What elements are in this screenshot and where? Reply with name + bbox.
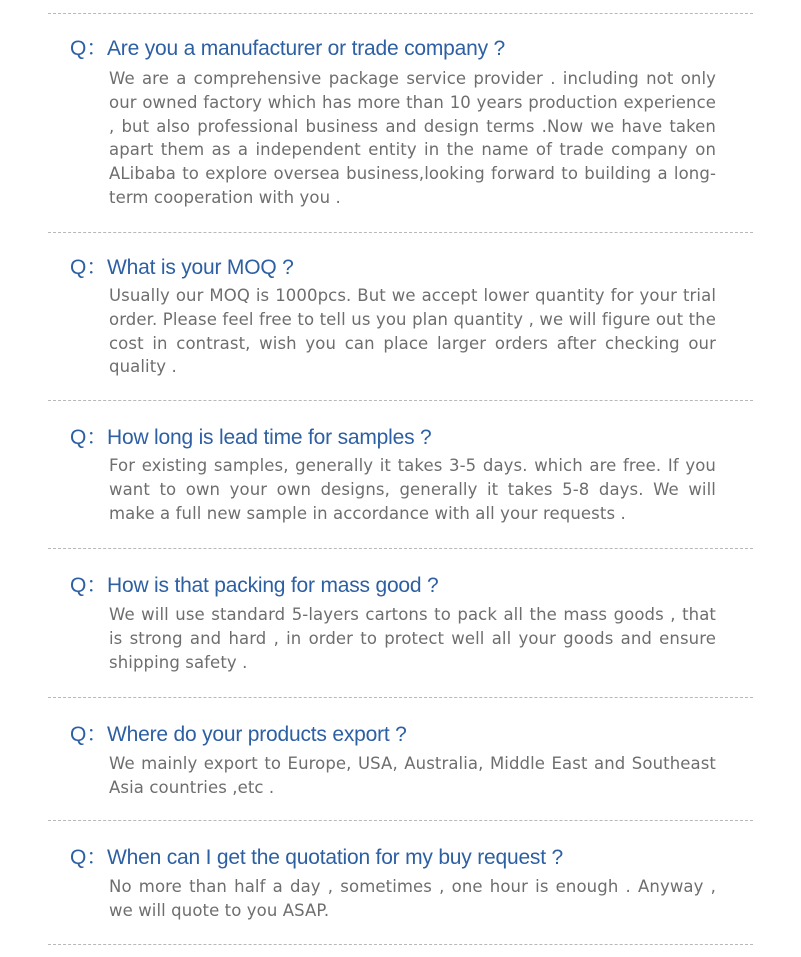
faq-answer: For existing samples, generally it takes 3-5 days. which are free. If you want to own your own designs, generally it takes 5-8 days. We will make a full new sample in accordance with all your requests . <box>109 456 716 523</box>
faq-question <box>70 841 563 871</box>
faq-list <box>48 13 753 945</box>
question-prefix: Q： <box>70 574 108 597</box>
faq-item <box>48 400 753 548</box>
faq-question <box>70 718 407 748</box>
question-text: What is your MOQ ? <box>107 256 294 279</box>
faq-question <box>70 32 505 62</box>
faq-answer: We will use standard 5-layers cartons to pack all the mass goods , that is strong and hard , in order to protect well all your goods and ensure shipping safety . <box>109 605 716 672</box>
question-text: When can I get the quotation for my buy request ? <box>107 846 563 869</box>
faq-item <box>48 13 753 232</box>
question-text: Where do your products export ? <box>107 723 407 746</box>
faq-question <box>70 251 294 281</box>
question-prefix: Q： <box>70 37 108 60</box>
question-prefix: Q： <box>70 256 108 279</box>
question-prefix: Q： <box>70 846 108 869</box>
faq-item <box>48 548 753 697</box>
faq-item <box>48 232 753 400</box>
faq-answer: No more than half a day , sometimes , one hour is enough . Anyway , we will quote to you ASAP. <box>109 877 716 920</box>
question-prefix: Q： <box>70 723 108 746</box>
faq-item <box>48 820 753 945</box>
question-text: How is that packing for mass good ? <box>107 574 439 597</box>
question-text: Are you a manufacturer or trade company ? <box>107 37 506 60</box>
faq-question <box>70 569 439 599</box>
faq-item <box>48 697 753 820</box>
question-text: How long is lead time for samples ? <box>107 426 432 449</box>
faq-answer: We mainly export to Europe, USA, Australia, Middle East and Southeast Asia countries ,etc . <box>109 754 716 797</box>
question-prefix: Q： <box>70 426 108 449</box>
faq-question <box>70 421 431 451</box>
faq-answer: Usually our MOQ is 1000pcs. But we accept lower quantity for your trial order. Please feel free to tell us you plan quantity , we will figure out the cost in contrast, wish you can place larger orders after checking our quality . <box>109 286 716 377</box>
faq-answer: We are a comprehensive package service provider . including not only our owned factory which has more than 10 years production experience , but also professional business and design terms .Now we have taken apart them as a independent entity in the name of trade company on ALibaba to explore oversea business,looking forward to building a long-term cooperation with you . <box>109 69 716 207</box>
